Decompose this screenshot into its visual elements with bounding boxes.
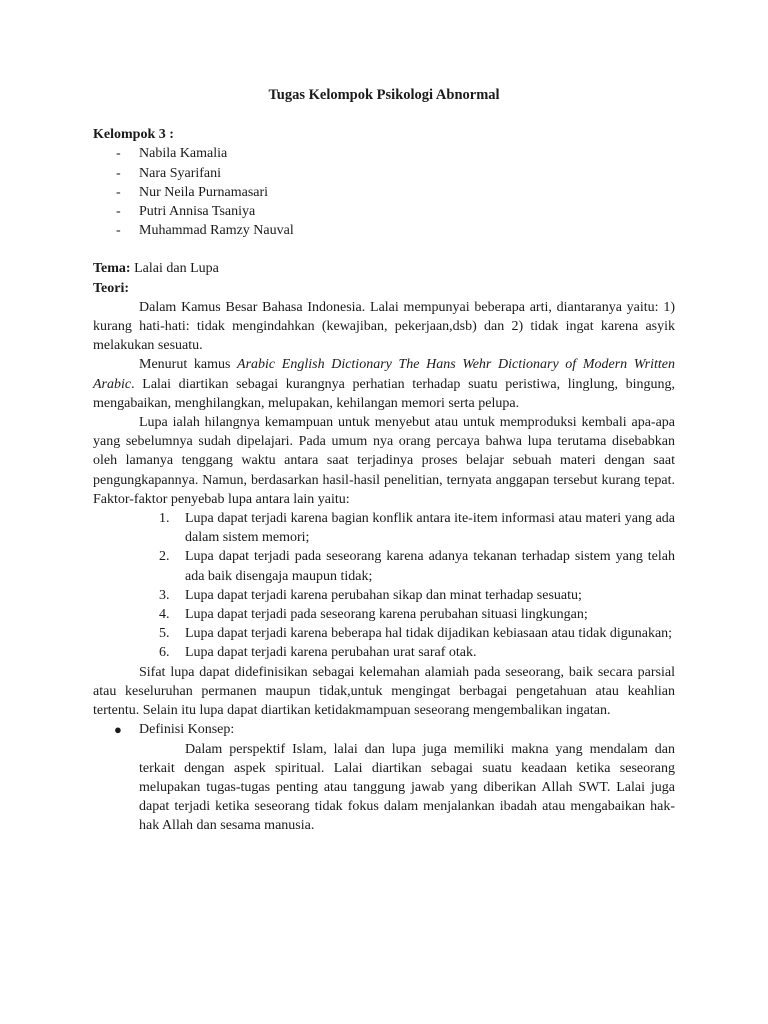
item-text: Lupa dapat terjadi pada seseorang karena perubahan situasi lingkungan; [185,607,588,623]
member-name: Nur Neila Purnamasari [139,184,269,200]
list-item [93,547,675,585]
member-name: Nara Syarifani [139,165,222,181]
list-dash: - [116,146,121,162]
item-number: 6. [159,645,170,661]
bullet-icon: ● [114,722,122,738]
item-text: Lupa dapat terjadi pada seseorang karena adanya tekanan terhadap sistem yang telah ada baik disengaja maupun tidak; [185,549,675,584]
member-name: Nabila Kamalia [139,146,228,162]
item-text: Lupa dapat terjadi karena beberapa hal tidak dijadikan kebiasaan atau tidak digunakan; [185,626,673,642]
list-item [93,643,675,662]
item-number: 5. [159,626,170,642]
list-item [93,624,675,643]
tema-line [93,259,675,278]
member-item [93,221,675,240]
member-name: Putri Annisa Tsaniya [139,204,256,220]
list-dash: - [116,165,121,181]
list-dash: - [116,223,121,239]
item-number: 1. [159,511,170,527]
tema-label: Tema: [93,261,131,277]
paragraph-text: . Lalai diartikan sebagai kurangnya perhatian terhadap suatu peristiwa, linglung, bingung, mengabaikan, menghilangkan, melupakan, kehilangan memori serta pelupa. [93,376,675,411]
definisi-paragraph: Dalam perspektif Islam, lalai dan lupa juga memiliki makna yang mendalam dan terkait dengan aspek spiritual. Lalai diartikan sebagai suatu keadaan ketika seseorang melupakan tugas-tugas penting atau tanggung jawab yang diberikan Allah SWT. Lalai juga dapat terjadi ketika seseorang tidak fokus dalam menjalankan ibadah atau mengabaikan hak-hak Allah dan sesama manusia. [139,741,675,834]
member-item [93,164,675,183]
item-number: 4. [159,607,170,623]
paragraph-sifat-lupa: Sifat lupa dapat didefinisikan sebagai kelemahan alamiah pada seseorang, baik secara parsial atau keseluruhan permanen maupun tidak,untuk mengingat berbagai pengetahuan atau keahlian tertentu. Selain itu lupa dapat diartikan ketidakmampuan seseorang mengembalikan ingatan. [93,664,675,719]
list-dash: - [116,204,121,220]
member-item [93,144,675,163]
dictionary-title: Arabic English Dictionary The Hans Wehr Dictionary of Modern Written Arabic [93,357,675,392]
list-dash: - [116,184,121,200]
member-item [93,202,675,221]
document-title: Tugas Kelompok Psikologi Abnormal [268,87,500,103]
group-label: Kelompok 3 : [93,127,174,143]
tema-value: Lalai dan Lupa [134,261,219,277]
factor-list [93,509,675,663]
member-item [93,183,675,202]
teori-label: Teori: [93,280,130,296]
paragraph-text: Menurut kamus [139,357,238,373]
item-text: Lupa dapat terjadi karena perubahan urat saraf otak. [185,645,477,661]
paragraph-lupa: Lupa ialah hilangnya kemampuan untuk menyebut atau untuk memproduksi kembali apa-apa yang sebelumnya sudah dipelajari. Pada umum nya orang percaya bahwa lupa terutama disebabkan oleh lamanya tenggang waktu antara saat terjadinya proses belajar sebuah materi dengan saat pengungkapannya. Namun, berdasarkan hasil-hasil penelitian, ternyata anggapan tersebut kurang tepat. Faktor-faktor penyebab lupa antara lain yaitu: [93,415,675,507]
list-item [93,586,675,605]
list-item [93,509,675,547]
definisi-section [93,720,675,835]
item-number: 2. [159,549,170,565]
definisi-heading: Definisi Konsep: [139,722,235,738]
paragraph-dictionary [93,355,675,413]
list-item [93,605,675,624]
item-text: Lupa dapat terjadi karena bagian konflik antara ite-item informasi atau materi yang ada dalam sistem memori; [185,511,675,546]
item-text: Lupa dapat terjadi karena perubahan sikap dan minat terhadap sesuatu; [185,587,582,603]
member-name: Muhammad Ramzy Nauval [139,223,294,239]
paragraph-kbbi: Dalam Kamus Besar Bahasa Indonesia. Lalai mempunyai beberapa arti, diantaranya yaitu: 1) kurang hati-hati: tidak mengindahkan (kewajiban, pekerjaan,dsb) dan 2) tidak ingat karena asyik melakukan sesuatu. [93,299,675,354]
member-list [93,144,675,240]
item-number: 3. [159,587,170,603]
